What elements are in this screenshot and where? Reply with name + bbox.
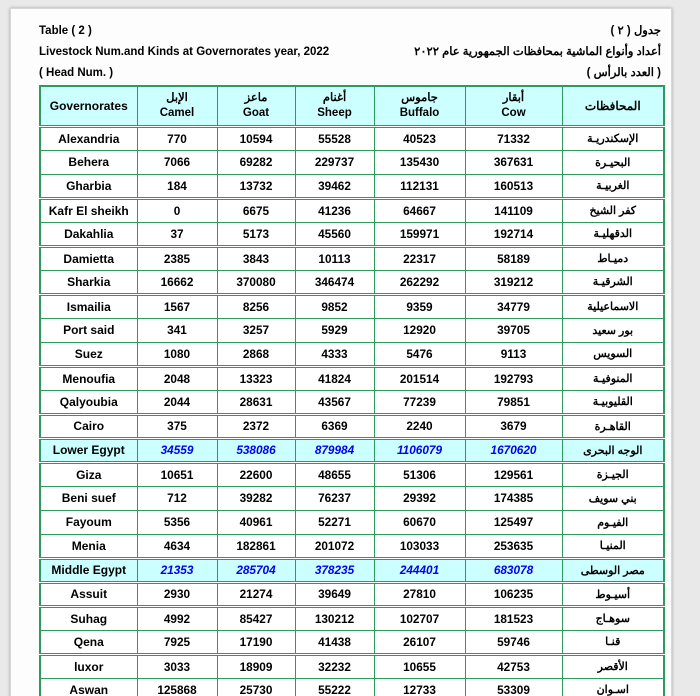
- table-row: [40, 150, 664, 174]
- value-goat: 285704: [217, 558, 295, 582]
- value-goat: 5173: [217, 222, 295, 246]
- units-label-ar: ( العدد بالرأس ): [586, 67, 661, 79]
- table-row: [40, 462, 664, 486]
- value-camel: 341: [137, 318, 217, 342]
- column-header-camel: [137, 86, 217, 126]
- table-row: [40, 342, 664, 366]
- value-cow: 174385: [465, 486, 562, 510]
- total-row: [40, 438, 664, 462]
- value-buffalo: 22317: [374, 246, 465, 270]
- table-row: [40, 582, 664, 606]
- livestock-table: [39, 85, 665, 696]
- table-row: [40, 198, 664, 222]
- table-row: [40, 630, 664, 654]
- governorate-name-ar: سوهـاج: [562, 606, 664, 630]
- value-goat: 538086: [217, 438, 295, 462]
- value-sheep: 39649: [295, 582, 374, 606]
- value-camel: 1080: [137, 342, 217, 366]
- table-row: [40, 606, 664, 630]
- value-buffalo: 112131: [374, 174, 465, 198]
- value-camel: 16662: [137, 270, 217, 294]
- value-camel: 34559: [137, 438, 217, 462]
- value-cow: 39705: [465, 318, 562, 342]
- governorate-name-en: Behera: [40, 150, 137, 174]
- governorate-name-en: Suhag: [40, 606, 137, 630]
- value-cow: 192714: [465, 222, 562, 246]
- value-sheep: 41236: [295, 198, 374, 222]
- value-sheep: 130212: [295, 606, 374, 630]
- value-goat: 28631: [217, 390, 295, 414]
- total-row: [40, 558, 664, 582]
- title-block-english: [39, 21, 329, 84]
- value-goat: 6675: [217, 198, 295, 222]
- value-sheep: 201072: [295, 534, 374, 558]
- value-sheep: 5929: [295, 318, 374, 342]
- governorate-name-en: Dakahlia: [40, 222, 137, 246]
- table-row: [40, 678, 664, 696]
- table-row: [40, 534, 664, 558]
- governorate-name-en: Sharkia: [40, 270, 137, 294]
- column-header-goat-english: Goat: [242, 107, 270, 120]
- value-camel: 4992: [137, 606, 217, 630]
- value-cow: 53309: [465, 678, 562, 696]
- value-cow: 367631: [465, 150, 562, 174]
- title-block: [39, 21, 661, 84]
- value-sheep: 879984: [295, 438, 374, 462]
- value-sheep: 55222: [295, 678, 374, 696]
- value-cow: 106235: [465, 582, 562, 606]
- value-sheep: 48655: [295, 462, 374, 486]
- value-goat: 69282: [217, 150, 295, 174]
- value-buffalo: 1106079: [374, 438, 465, 462]
- governorate-name-en: Suez: [40, 342, 137, 366]
- value-cow: 192793: [465, 366, 562, 390]
- value-cow: 3679: [465, 414, 562, 438]
- value-camel: 7066: [137, 150, 217, 174]
- column-header-buffalo: [374, 86, 465, 126]
- governorate-name-en: Aswan: [40, 678, 137, 696]
- governorate-name-ar: كفر الشيخ: [562, 198, 664, 222]
- value-goat: 3257: [217, 318, 295, 342]
- governorate-name-ar: المنيـا: [562, 534, 664, 558]
- value-buffalo: 60670: [374, 510, 465, 534]
- value-cow: 79851: [465, 390, 562, 414]
- value-buffalo: 5476: [374, 342, 465, 366]
- value-cow: 129561: [465, 462, 562, 486]
- value-buffalo: 40523: [374, 126, 465, 150]
- column-header-cow-english: Cow: [501, 107, 526, 120]
- governorate-name-en: Cairo: [40, 414, 137, 438]
- value-sheep: 32232: [295, 654, 374, 678]
- column-header-buffalo-arabic: جاموس: [401, 92, 438, 105]
- column-header-camel-english: Camel: [159, 107, 195, 120]
- governorate-name-ar: البحيـرة: [562, 150, 664, 174]
- value-camel: 5356: [137, 510, 217, 534]
- governorate-name-ar: القليوبيـة: [562, 390, 664, 414]
- table-row: [40, 270, 664, 294]
- value-camel: 4634: [137, 534, 217, 558]
- column-header-sheep-arabic: أغنام: [322, 92, 347, 105]
- document-page: [10, 8, 672, 696]
- value-buffalo: 2240: [374, 414, 465, 438]
- table-row: [40, 318, 664, 342]
- value-camel: 125868: [137, 678, 217, 696]
- value-goat: 25730: [217, 678, 295, 696]
- value-cow: 9113: [465, 342, 562, 366]
- value-sheep: 76237: [295, 486, 374, 510]
- value-buffalo: 201514: [374, 366, 465, 390]
- table-row: [40, 294, 664, 318]
- value-buffalo: 10655: [374, 654, 465, 678]
- value-buffalo: 102707: [374, 606, 465, 630]
- table-number-en: Table ( 2 ): [39, 25, 92, 37]
- governorate-name-en: Giza: [40, 462, 137, 486]
- value-goat: 370080: [217, 270, 295, 294]
- governorate-name-en: Menia: [40, 534, 137, 558]
- value-sheep: 41824: [295, 366, 374, 390]
- governorate-name-en: luxor: [40, 654, 137, 678]
- table-row: [40, 654, 664, 678]
- value-cow: 58189: [465, 246, 562, 270]
- value-goat: 2868: [217, 342, 295, 366]
- value-camel: 2385: [137, 246, 217, 270]
- value-sheep: 346474: [295, 270, 374, 294]
- value-sheep: 55528: [295, 126, 374, 150]
- column-header-buffalo-english: Buffalo: [399, 107, 440, 120]
- governorate-name-ar: أسيـوط: [562, 582, 664, 606]
- value-sheep: 10113: [295, 246, 374, 270]
- value-goat: 18909: [217, 654, 295, 678]
- value-sheep: 41438: [295, 630, 374, 654]
- governorate-name-en: Qalyoubia: [40, 390, 137, 414]
- value-buffalo: 29392: [374, 486, 465, 510]
- table-row: [40, 390, 664, 414]
- table-row: [40, 246, 664, 270]
- column-header-governorates: Governorates: [40, 86, 137, 126]
- value-camel: 712: [137, 486, 217, 510]
- governorate-name-en: Ismailia: [40, 294, 137, 318]
- value-cow: 141109: [465, 198, 562, 222]
- value-cow: 683078: [465, 558, 562, 582]
- value-buffalo: 27810: [374, 582, 465, 606]
- column-header-sheep-english: Sheep: [317, 107, 352, 120]
- governorate-name-en: Gharbia: [40, 174, 137, 198]
- governorate-name-en: Lower Egypt: [40, 438, 137, 462]
- value-cow: 125497: [465, 510, 562, 534]
- value-camel: 3033: [137, 654, 217, 678]
- value-buffalo: 103033: [374, 534, 465, 558]
- governorate-name-ar: بور سعيد: [562, 318, 664, 342]
- table-header-row: [40, 86, 664, 126]
- governorate-name-ar: القاهـرة: [562, 414, 664, 438]
- governorate-name-en: Damietta: [40, 246, 137, 270]
- value-sheep: 9852: [295, 294, 374, 318]
- value-sheep: 39462: [295, 174, 374, 198]
- table-row: [40, 486, 664, 510]
- governorate-name-ar: دميـاط: [562, 246, 664, 270]
- value-sheep: 43567: [295, 390, 374, 414]
- value-goat: 13323: [217, 366, 295, 390]
- value-buffalo: 159971: [374, 222, 465, 246]
- value-camel: 0: [137, 198, 217, 222]
- value-cow: 1670620: [465, 438, 562, 462]
- value-goat: 17190: [217, 630, 295, 654]
- title-block-arabic: [414, 21, 661, 84]
- governorate-name-en: Beni suef: [40, 486, 137, 510]
- governorate-name-ar: السويس: [562, 342, 664, 366]
- value-goat: 3843: [217, 246, 295, 270]
- value-goat: 13732: [217, 174, 295, 198]
- units-label-en: ( Head Num. ): [39, 67, 114, 79]
- value-cow: 160513: [465, 174, 562, 198]
- value-goat: 22600: [217, 462, 295, 486]
- value-camel: 2930: [137, 582, 217, 606]
- column-header-governorates-arabic: المحافظات: [562, 86, 664, 126]
- value-goat: 10594: [217, 126, 295, 150]
- value-camel: 37: [137, 222, 217, 246]
- table-row: [40, 366, 664, 390]
- value-cow: 34779: [465, 294, 562, 318]
- value-camel: 184: [137, 174, 217, 198]
- value-camel: 375: [137, 414, 217, 438]
- column-header-sheep: [295, 86, 374, 126]
- value-camel: 7925: [137, 630, 217, 654]
- value-buffalo: 64667: [374, 198, 465, 222]
- governorate-name-en: Port said: [40, 318, 137, 342]
- table-row: [40, 126, 664, 150]
- value-camel: 21353: [137, 558, 217, 582]
- value-buffalo: 12920: [374, 318, 465, 342]
- value-buffalo: 26107: [374, 630, 465, 654]
- value-cow: 319212: [465, 270, 562, 294]
- value-goat: 40961: [217, 510, 295, 534]
- governorate-name-en: Menoufia: [40, 366, 137, 390]
- governorate-name-ar: مصر الوسطى: [562, 558, 664, 582]
- table-title-en: Livestock Num.and Kinds at Governorates year, 2022: [39, 46, 330, 58]
- value-sheep: 45560: [295, 222, 374, 246]
- value-buffalo: 12733: [374, 678, 465, 696]
- value-sheep: 52271: [295, 510, 374, 534]
- table-row: [40, 414, 664, 438]
- value-cow: 42753: [465, 654, 562, 678]
- governorate-name-ar: قنـا: [562, 630, 664, 654]
- table-row: [40, 222, 664, 246]
- column-header-cow: [465, 86, 562, 126]
- value-goat: 2372: [217, 414, 295, 438]
- value-sheep: 4333: [295, 342, 374, 366]
- governorate-name-en: Middle Egypt: [40, 558, 137, 582]
- table-number-ar: جدول ( ٢ ): [610, 25, 661, 37]
- governorate-name-ar: الإسكندريـة: [562, 126, 664, 150]
- value-sheep: 378235: [295, 558, 374, 582]
- governorate-name-ar: الوجه البحرى: [562, 438, 664, 462]
- value-goat: 85427: [217, 606, 295, 630]
- governorate-name-en: Kafr El sheikh: [40, 198, 137, 222]
- governorate-name-ar: الجيـزة: [562, 462, 664, 486]
- value-cow: 71332: [465, 126, 562, 150]
- value-buffalo: 77239: [374, 390, 465, 414]
- value-buffalo: 244401: [374, 558, 465, 582]
- governorate-name-ar: الأقصر: [562, 654, 664, 678]
- governorate-name-en: Alexandria: [40, 126, 137, 150]
- column-header-goat-arabic: ماعز: [244, 92, 268, 105]
- value-buffalo: 9359: [374, 294, 465, 318]
- value-cow: 181523: [465, 606, 562, 630]
- column-header-cow-arabic: أبقار: [502, 92, 525, 105]
- governorate-name-en: Fayoum: [40, 510, 137, 534]
- governorate-name-ar: بني سويف: [562, 486, 664, 510]
- column-header-goat: [217, 86, 295, 126]
- value-cow: 59746: [465, 630, 562, 654]
- table-row: [40, 510, 664, 534]
- value-cow: 253635: [465, 534, 562, 558]
- governorate-name-en: Assuit: [40, 582, 137, 606]
- governorate-name-ar: الشرقيـة: [562, 270, 664, 294]
- value-sheep: 6369: [295, 414, 374, 438]
- value-camel: 10651: [137, 462, 217, 486]
- value-goat: 21274: [217, 582, 295, 606]
- value-buffalo: 135430: [374, 150, 465, 174]
- table-row: [40, 174, 664, 198]
- column-header-camel-arabic: الإبل: [166, 92, 188, 105]
- value-goat: 8256: [217, 294, 295, 318]
- governorate-name-ar: الدقهليـة: [562, 222, 664, 246]
- governorate-name-en: Qena: [40, 630, 137, 654]
- value-camel: 2044: [137, 390, 217, 414]
- governorate-name-ar: الغربيـة: [562, 174, 664, 198]
- value-goat: 39282: [217, 486, 295, 510]
- governorate-name-ar: اسـوان: [562, 678, 664, 696]
- value-buffalo: 262292: [374, 270, 465, 294]
- value-goat: 182861: [217, 534, 295, 558]
- value-camel: 1567: [137, 294, 217, 318]
- value-camel: 770: [137, 126, 217, 150]
- governorate-name-ar: الفيـوم: [562, 510, 664, 534]
- governorate-name-ar: الاسماعيلية: [562, 294, 664, 318]
- table-title-ar: أعداد وأنواع الماشية بمحافظات الجمهورية عام ٢٠٢٢: [414, 46, 661, 58]
- value-sheep: 229737: [295, 150, 374, 174]
- governorate-name-ar: المنوفيـة: [562, 366, 664, 390]
- value-camel: 2048: [137, 366, 217, 390]
- value-buffalo: 51306: [374, 462, 465, 486]
